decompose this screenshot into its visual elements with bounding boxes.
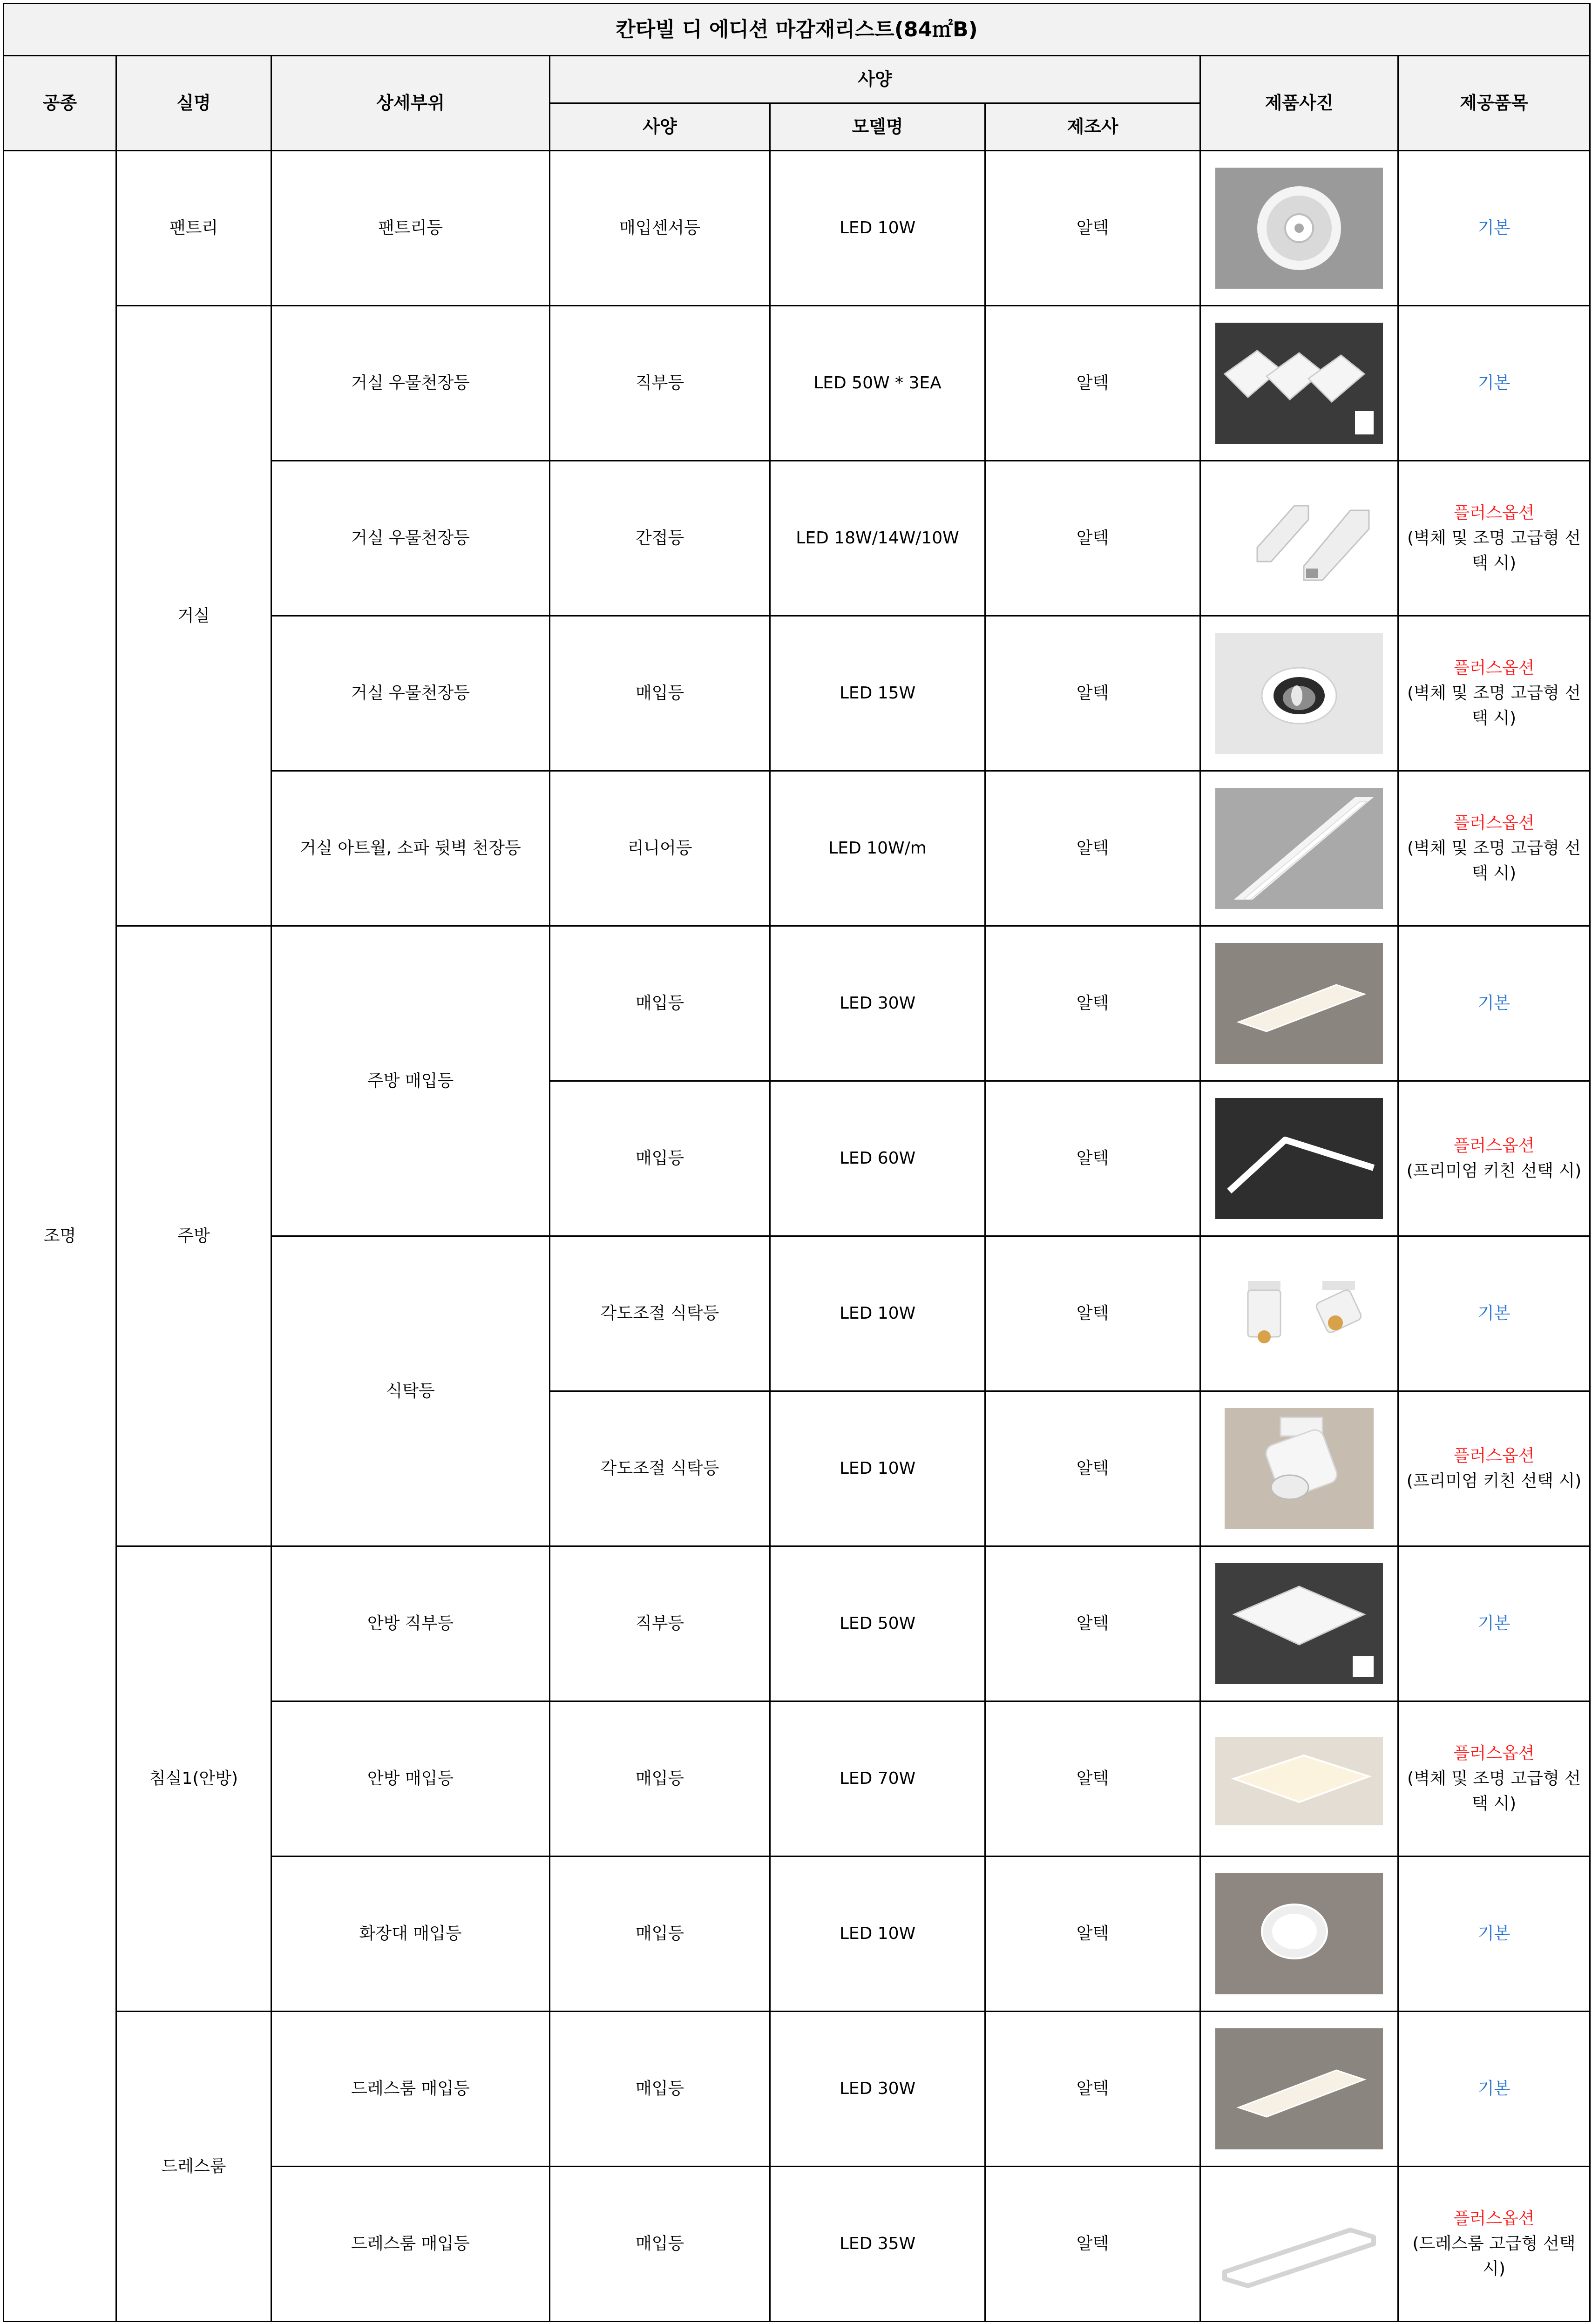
model-cell: LED 15W (770, 616, 985, 771)
spec-cell: 매입등 (550, 926, 770, 1081)
supply-label: 기본 (1477, 218, 1511, 237)
supply-note: (벽체 및 조명 고급형 선택 시) (1407, 528, 1581, 573)
recessed-panel-icon (1215, 943, 1383, 1064)
supply-cell (1398, 1081, 1590, 1236)
supply-cell (1398, 1391, 1590, 1546)
photo-cell (1200, 1236, 1398, 1391)
model-cell: LED 18W/14W/10W (770, 461, 985, 616)
supply-label: 기본 (1477, 2079, 1511, 2098)
maker-cell: 알텍 (985, 616, 1200, 771)
supply-cell (1398, 616, 1590, 771)
trade-cell: 조명 (4, 151, 116, 2322)
supply-label: 플러스옵션 (1453, 2209, 1535, 2228)
adjustable-spotlight-icon (1215, 1253, 1383, 1374)
photo-cell (1200, 2012, 1398, 2167)
header-detail: 상세부위 (271, 56, 550, 151)
model-cell: LED 50W * 3EA (770, 306, 985, 461)
photo-cell (1200, 771, 1398, 926)
spec-cell: 직부등 (550, 1546, 770, 1701)
supply-cell (1398, 1546, 1590, 1701)
sensor-downlight-icon (1215, 168, 1383, 289)
maker-cell: 알텍 (985, 1391, 1200, 1546)
supply-label: 기본 (1477, 994, 1511, 1013)
table-row (4, 306, 1590, 461)
supply-label: 플러스옵션 (1453, 1446, 1535, 1465)
detail-cell: 안방 직부등 (271, 1546, 550, 1701)
model-cell: LED 10W (770, 151, 985, 306)
model-cell: LED 30W (770, 2012, 985, 2167)
room-cell-kitchen: 주방 (116, 926, 271, 1546)
l-shaped-linear-light-icon (1215, 1098, 1383, 1219)
supply-cell (1398, 1236, 1590, 1391)
header-maker: 제조사 (985, 103, 1200, 151)
detail-cell: 팬트리등 (271, 151, 550, 306)
supply-cell (1398, 1856, 1590, 2012)
maker-cell: 알텍 (985, 2012, 1200, 2167)
photo-cell (1200, 151, 1398, 306)
header-spec-group: 사양 (550, 56, 1200, 103)
model-cell: LED 10W/m (770, 771, 985, 926)
spec-cell: 각도조절 식탁등 (550, 1236, 770, 1391)
detail-cell: 거실 우물천장등 (271, 461, 550, 616)
supply-label: 플러스옵션 (1453, 503, 1535, 522)
model-cell: LED 60W (770, 1081, 985, 1236)
chrome-downlight-icon (1215, 633, 1383, 754)
maker-cell: 알텍 (985, 771, 1200, 926)
supply-label: 기본 (1477, 373, 1511, 393)
supply-cell (1398, 151, 1590, 306)
sheet-title: 칸타빌 디 에디션 마감재리스트(84㎡B) (4, 4, 1590, 56)
maker-cell: 알텍 (985, 1081, 1200, 1236)
cove-light-profile-icon (1215, 478, 1383, 599)
supply-label: 기본 (1477, 1924, 1511, 1943)
supply-cell (1398, 1701, 1590, 1856)
detail-cell: 식탁등 (271, 1236, 550, 1546)
header-room: 실명 (116, 56, 271, 151)
triple-panel-light-icon (1215, 323, 1383, 444)
supply-label: 기본 (1477, 1304, 1511, 1323)
maker-cell: 알텍 (985, 151, 1200, 306)
photo-cell (1200, 1701, 1398, 1856)
table-row (4, 926, 1590, 1081)
model-cell: LED 30W (770, 926, 985, 1081)
spec-cell: 매입등 (550, 1856, 770, 2012)
room-cell-pantry: 팬트리 (116, 151, 271, 306)
detail-cell: 주방 매입등 (271, 926, 550, 1236)
photo-cell (1200, 2167, 1398, 2322)
model-cell: LED 10W (770, 1236, 985, 1391)
supply-cell (1398, 2167, 1590, 2322)
photo-cell (1200, 1546, 1398, 1701)
spec-cell: 매입센서등 (550, 151, 770, 306)
recessed-panel-icon (1215, 2028, 1383, 2149)
supply-cell (1398, 306, 1590, 461)
maker-cell: 알텍 (985, 1546, 1200, 1701)
photo-cell (1200, 461, 1398, 616)
header-model: 모델명 (770, 103, 985, 151)
supply-note: (벽체 및 조명 고급형 선택 시) (1407, 839, 1581, 883)
supply-cell (1398, 461, 1590, 616)
header-trade: 공종 (4, 56, 116, 151)
spec-cell: 간접등 (550, 461, 770, 616)
model-cell: LED 10W (770, 1856, 985, 2012)
model-cell: LED 35W (770, 2167, 985, 2322)
detail-cell: 드레스룸 매입등 (271, 2012, 550, 2167)
photo-cell (1200, 1856, 1398, 2012)
model-cell: LED 50W (770, 1546, 985, 1701)
photo-cell (1200, 616, 1398, 771)
detail-cell: 거실 아트월, 소파 뒷벽 천장등 (271, 771, 550, 926)
tilting-ceiling-spot-icon (1215, 1408, 1383, 1529)
header-supply: 제공품목 (1398, 56, 1590, 151)
detail-cell: 화장대 매입등 (271, 1856, 550, 2012)
table-row (4, 151, 1590, 306)
supply-label: 기본 (1477, 1614, 1511, 1633)
spec-cell: 리니어등 (550, 771, 770, 926)
spec-cell: 매입등 (550, 2167, 770, 2322)
detail-cell: 거실 우물천장등 (271, 616, 550, 771)
supply-label: 플러스옵션 (1453, 658, 1535, 678)
supply-note: (프리미엄 키친 선택 시) (1406, 1161, 1582, 1180)
room-cell-living: 거실 (116, 306, 271, 926)
model-cell: LED 10W (770, 1391, 985, 1546)
spec-cell: 각도조절 식탁등 (550, 1391, 770, 1546)
supply-label: 플러스옵션 (1453, 813, 1535, 833)
spec-cell: 매입등 (550, 1081, 770, 1236)
spec-cell: 매입등 (550, 616, 770, 771)
maker-cell: 알텍 (985, 1701, 1200, 1856)
photo-cell (1200, 1391, 1398, 1546)
detail-cell: 드레스룸 매입등 (271, 2167, 550, 2322)
table-row (4, 1546, 1590, 1701)
supply-cell (1398, 926, 1590, 1081)
supply-note: (벽체 및 조명 고급형 선택 시) (1407, 684, 1581, 728)
maker-cell: 알텍 (985, 306, 1200, 461)
photo-cell (1200, 926, 1398, 1081)
maker-cell: 알텍 (985, 926, 1200, 1081)
supply-note: (드레스룸 고급형 선택 시) (1412, 2234, 1576, 2278)
photo-cell (1200, 1081, 1398, 1236)
maker-cell: 알텍 (985, 1856, 1200, 2012)
table-row (4, 2012, 1590, 2167)
supply-note: (벽체 및 조명 고급형 선택 시) (1407, 1769, 1581, 1813)
photo-cell (1200, 306, 1398, 461)
detail-cell: 거실 우물천장등 (271, 306, 550, 461)
spec-cell: 매입등 (550, 1701, 770, 1856)
supply-note: (프리미엄 키친 선택 시) (1406, 1471, 1582, 1491)
header-spec: 사양 (550, 103, 770, 151)
linear-light-icon (1215, 788, 1383, 909)
spec-cell: 매입등 (550, 2012, 770, 2167)
header-photo: 제품사진 (1200, 56, 1398, 151)
supply-cell (1398, 2012, 1590, 2167)
room-cell-dress-room: 드레스룸 (116, 2012, 271, 2322)
maker-cell: 알텍 (985, 461, 1200, 616)
finishing-material-list-table (3, 3, 1591, 2322)
spec-cell: 직부등 (550, 306, 770, 461)
supply-label: 플러스옵션 (1453, 1136, 1535, 1155)
maker-cell: 알텍 (985, 1236, 1200, 1391)
round-downlight-icon (1215, 1873, 1383, 1994)
square-panel-light-icon (1215, 1563, 1383, 1684)
detail-cell: 안방 매입등 (271, 1701, 550, 1856)
room-cell-master-bedroom: 침실1(안방) (116, 1546, 271, 2012)
warm-recessed-panel-icon (1215, 1718, 1383, 1839)
model-cell: LED 70W (770, 1701, 985, 1856)
supply-label: 플러스옵션 (1453, 1744, 1535, 1763)
maker-cell: 알텍 (985, 2167, 1200, 2322)
supply-cell (1398, 771, 1590, 926)
frame-linear-light-icon (1215, 2183, 1383, 2304)
